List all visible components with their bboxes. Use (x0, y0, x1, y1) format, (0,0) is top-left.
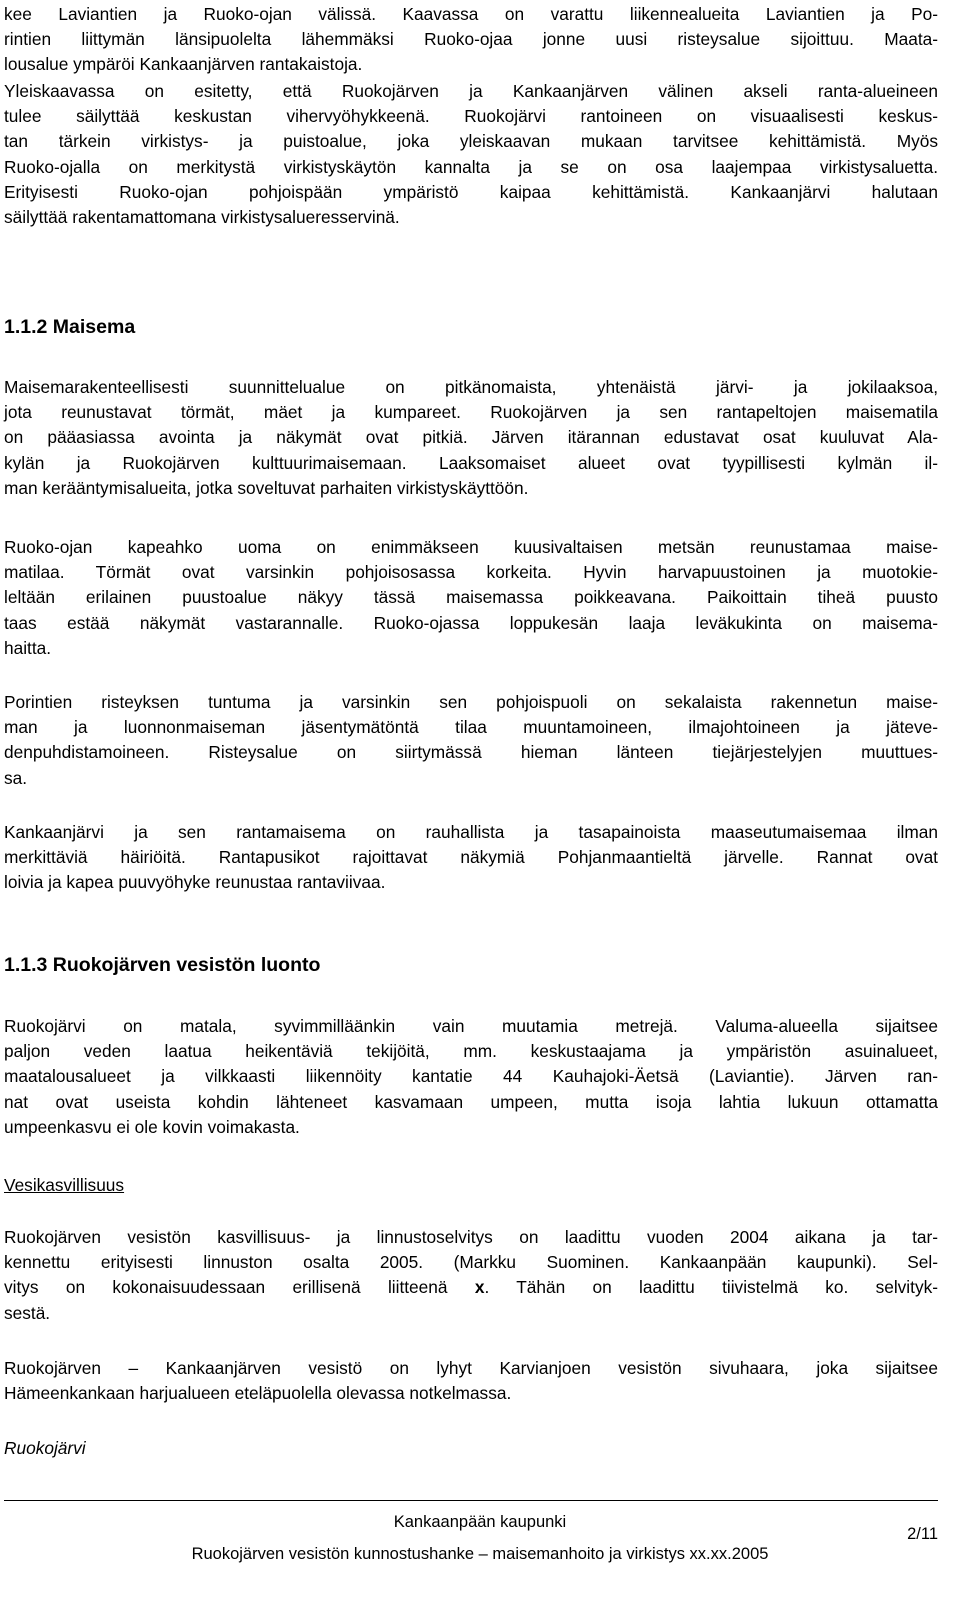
paragraph-maisema-1 (4, 375, 938, 501)
text-line: Ruoko-ojalla on merkitystä virkistyskäytön kannalta ja se on osa laajempaa virkistysaluetta. (4, 156, 938, 177)
text-line: Hämeenkankaan harjualueen eteläpuolella olevassa notkelmassa. (4, 1383, 512, 1404)
text-line: merkittäviä häiriöitä. Rantapusikot rajoittavat näkymiä Pohjanmaantieltä järvelle. Rannat ovat (4, 847, 938, 868)
text-line: Ruokojärven – Kankaanjärven vesistö on lyhyt Karvianjoen vesistön sivuhaara, joka sijaitsee (4, 1358, 938, 1378)
text-line: rintien liittymän länsipuolelta lähemmäksi Ruoko-ojaa jonne uusi risteysalue sijoittuu. Maata- (4, 29, 938, 50)
footer-page-number: 2/11 (907, 1525, 938, 1543)
subheading-ruokojarvi: Ruokojärvi (4, 1438, 86, 1458)
text-line: lousalue ympäröi Kankaanjärven rantakaistoja. (4, 54, 363, 75)
subheading-vesikasvillisuus-wrap (4, 1173, 938, 1198)
subheading-ruokojarvi-wrap (4, 1436, 938, 1461)
text-line: Ruoko-ojan kapeahko uoma on enimmäkseen kuusivaltaisen metsän reunustamaa maise- (4, 537, 938, 557)
text-fragment: vitys on kokonaisuudessaan erillisenä liitteenä (4, 1277, 475, 1298)
paragraph-maisema-4 (4, 820, 938, 896)
text-line: loivia ja kapea puuvyöhyke reunustaa rantaviivaa. (4, 872, 386, 893)
text-line: nat ovat useista kohdin lähteneet kasvamaan umpeen, mutta isoja lahtia lukuun ottamatta (4, 1091, 938, 1112)
text-line: Erityisesti Ruoko-ojan pohjoispään ympäristö kaipaa kehittämistä. Kankaanjärvi halutaan (4, 181, 938, 202)
text-line: Porintien risteyksen tuntuma ja varsinkin sen pohjoispuoli on sekalaista rakennetun maise- (4, 692, 938, 712)
text-line: matilaa. Törmät ovat varsinkin pohjoisosassa korkeita. Hyvin harvapuustoinen ja muotokie- (4, 562, 938, 583)
paragraph-maisema-3 (4, 690, 938, 791)
text-line: paljon veden laatua heikentäviä tekijöitä, mm. keskustaajama ja ympäristön asuinalueet, (4, 1041, 938, 1062)
text-line: sa. (4, 767, 28, 788)
text-line: umpeenkasvu ei ole kovin voimakasta. (4, 1116, 300, 1137)
text-line: säilyttää rakentamattomana virkistysalueresservinä. (4, 207, 400, 228)
text-line: tulee säilyttää keskustan vihervyöhykkeenä. Ruokojärvi rantoineen on visuaalisesti keskus- (4, 106, 938, 127)
footer-divider (4, 1500, 938, 1501)
section-heading-maisema: 1.1.2 Maisema (4, 316, 136, 338)
footer-project-title: Ruokojärven vesistön kunnostushanke – maisemanhoito ja virkistys xx.xx.2005 (191, 1545, 769, 1563)
paragraph-vesisto (4, 1356, 938, 1406)
text-line: tan tärkein virkistys- ja puistoalue, joka yleiskaavan mukaan tarvitsee kehittämistä. Myös (4, 131, 938, 152)
subheading-vesikasvillisuus: Vesikasvillisuus (4, 1175, 125, 1195)
text-line: kennettu erityisesti linnuston osalta 2005. (Markku Suominen. Kankaanpään kaupunki). Sel- (4, 1252, 938, 1273)
paragraph-luonto (4, 1014, 938, 1140)
text-line: Maisemarakenteellisesti suunnittelualue on pitkänomaista, yhtenäistä järvi- ja jokilaaksoa, (4, 377, 938, 397)
text-line: haitta. (4, 637, 52, 658)
text-line: kylän ja Ruokojärven kulttuurimaisemaan. Laaksomaiset alueet ovat tyypillisesti kylmän il- (4, 452, 938, 473)
text-fragment: . Tähän on laadittu tiivistelmä ko. selvityk- (484, 1277, 938, 1298)
footer-organization: Kankaanpään kaupunki (393, 1513, 567, 1531)
text-line-with-attachment-ref (4, 1275, 938, 1300)
paragraph-intro (4, 2, 938, 78)
text-line: Ruokojärvi on matala, syvimmilläänkin vain muutamia metrejä. Valuma-alueella sijaitsee (4, 1016, 938, 1036)
paragraph-kasvillisuus (4, 1225, 938, 1326)
text-line: Ruokojärven vesistön kasvillisuus- ja linnustoselvitys on laadittu vuoden 2004 aikana ja tar- (4, 1227, 938, 1247)
text-line: jota reunustavat törmät, mäet ja kumpareet. Ruokojärven ja sen rantapeltojen maisematila (4, 402, 938, 423)
text-line: on pääasiassa avointa ja näkymät ovat pitkiä. Järven itärannan edustavat osat kuuluvat Ala- (4, 427, 938, 448)
text-line: Kankaanjärvi ja sen rantamaisema on rauhallista ja tasapainoista maaseutumaisemaa ilman (4, 822, 938, 842)
paragraph-yleiskaava (4, 79, 938, 230)
attachment-reference: x (474, 1277, 485, 1298)
paragraph-maisema-2 (4, 535, 938, 661)
text-line: kee Laviantien ja Ruoko-ojan välissä. Kaavassa on varattu liikennealueita Laviantien ja Po- (4, 4, 938, 24)
text-line: taas estää näkymät vastarannalle. Ruoko-ojassa loppukesän laaja leväkukinta on maisema- (4, 612, 938, 633)
text-line: man ja luonnonmaiseman jäsentymätöntä tilaa muuntamoineen, ilmajohtoineen ja jäteve- (4, 717, 938, 738)
text-line: denpuhdistamoineen. Risteysalue on siirtymässä hieman länteen tiejärjestelyjen muuttues- (4, 742, 938, 763)
text-line: sestä. (4, 1302, 51, 1323)
text-line: Yleiskaavassa on esitetty, että Ruokojärven ja Kankaanjärven välinen akseli ranta-alueineen (4, 81, 938, 101)
section-heading-luonto: 1.1.3 Ruokojärven vesistön luonto (4, 954, 321, 976)
text-line: maatalousalueet ja vilkkaasti liikennöity kantatie 44 Kauhajoki-Äetsä (Laviantie). Järven ran- (4, 1066, 938, 1087)
text-line: leltään erilainen puustoalue näkyy tässä maisemassa poikkeavana. Paikoittain tiheä puusto (4, 587, 938, 608)
text-line: man kerääntymisalueita, jotka soveltuvat parhaiten virkistyskäyttöön. (4, 477, 529, 498)
